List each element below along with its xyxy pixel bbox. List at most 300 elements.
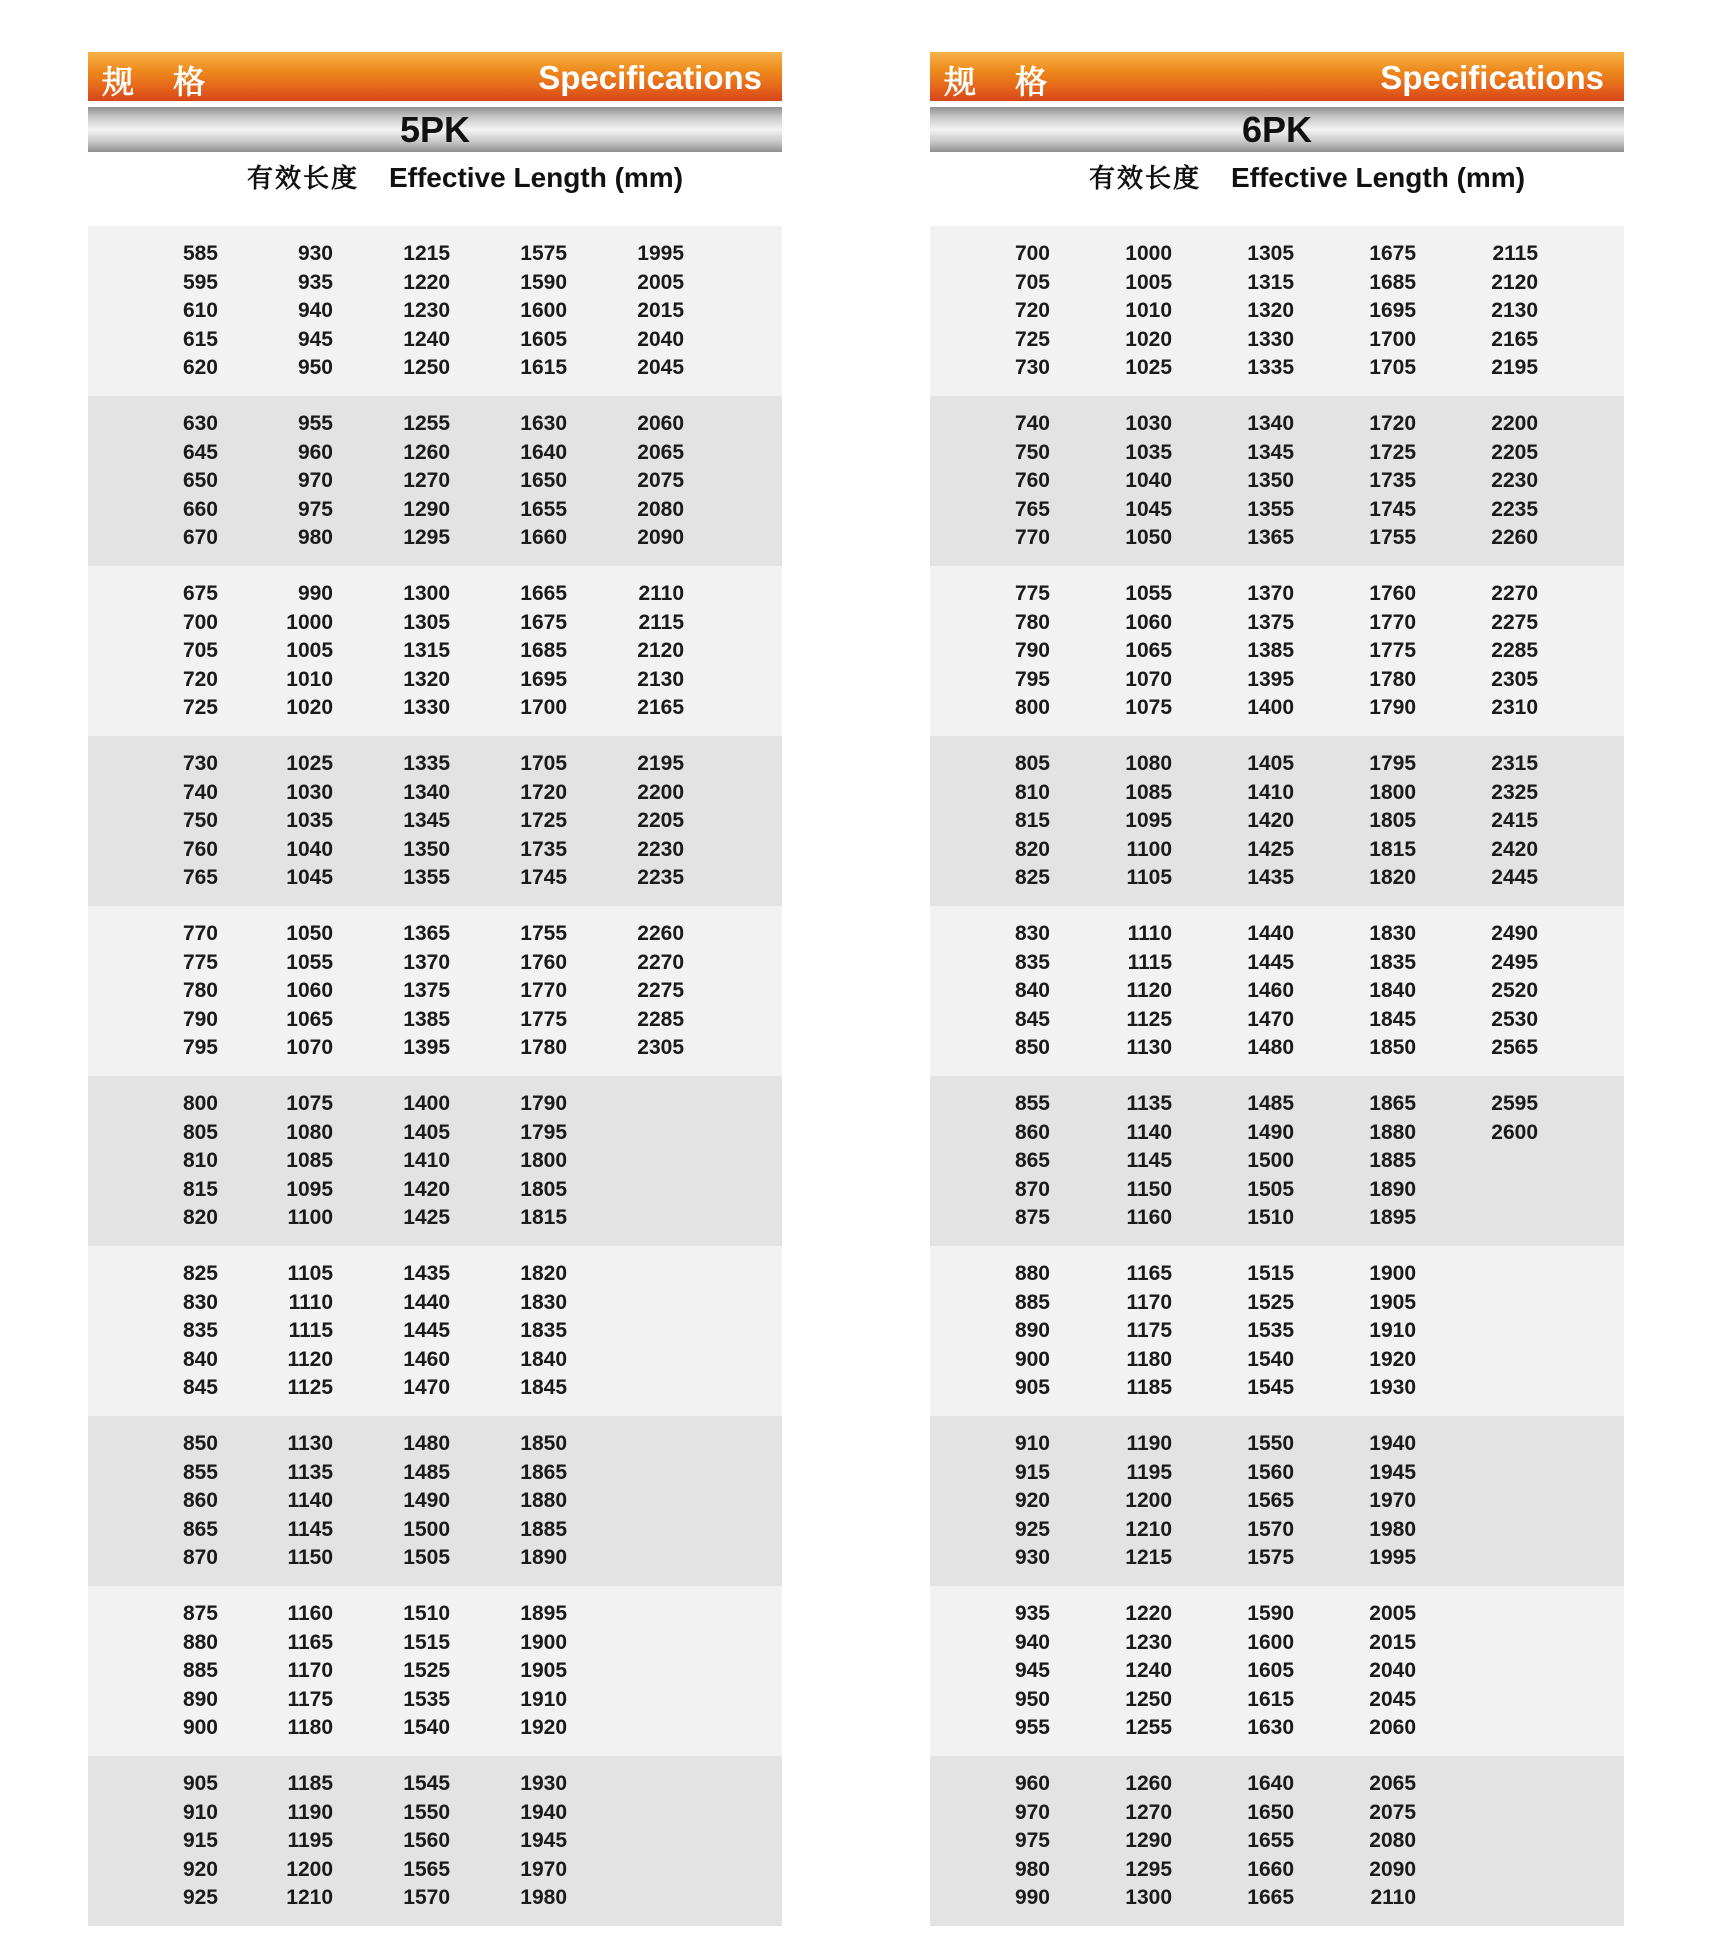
length-column [218, 580, 333, 736]
length-value: 1565 [1247, 1489, 1294, 1512]
length-value: 1805 [520, 1177, 567, 1201]
length-column [1172, 750, 1294, 906]
length-value: 815 [182, 1177, 218, 1201]
length-value: 1770 [520, 979, 567, 1002]
length-column [567, 1090, 684, 1246]
length-value: 2045 [637, 356, 684, 379]
length-value: 900 [182, 1716, 218, 1739]
length-value: 1560 [1247, 1460, 1294, 1484]
length-column [1416, 240, 1538, 396]
length-value: 2165 [637, 696, 684, 719]
length-column [1416, 920, 1538, 1076]
length-value: 1920 [1369, 1347, 1416, 1371]
length-value: 790 [182, 1007, 218, 1031]
length-value: 2420 [1491, 837, 1538, 861]
length-value: 885 [182, 1659, 218, 1682]
length-value: 1045 [286, 866, 333, 889]
length-value: 2040 [1369, 1659, 1416, 1682]
effective-length-label-cn: 有效长度 [246, 164, 359, 194]
length-value: 1780 [520, 1036, 567, 1059]
length-column [1050, 410, 1172, 566]
length-column [218, 1090, 333, 1246]
length-value: 1605 [1247, 1659, 1294, 1682]
length-value: 2040 [637, 327, 684, 351]
spec-title-en: Specifications [1380, 59, 1604, 96]
length-value: 2315 [1491, 752, 1538, 775]
length-value: 1420 [403, 1177, 450, 1201]
length-value: 1315 [403, 639, 450, 662]
length-value: 2205 [1491, 440, 1538, 464]
length-column [970, 1600, 1050, 1756]
length-value: 1385 [403, 1007, 450, 1031]
length-value: 1180 [1126, 1347, 1172, 1371]
length-value: 950 [297, 356, 333, 379]
length-value: 1735 [520, 837, 567, 861]
length-value: 1665 [1247, 1886, 1294, 1909]
length-value: 2490 [1491, 922, 1538, 945]
length-value: 1850 [520, 1432, 567, 1455]
length-value: 1865 [1369, 1092, 1416, 1115]
length-value: 1170 [287, 1659, 333, 1682]
length-value: 1315 [1247, 270, 1294, 294]
length-value: 1075 [286, 1092, 333, 1115]
length-value: 1515 [403, 1630, 450, 1654]
length-value: 1880 [520, 1489, 567, 1512]
length-value: 620 [182, 356, 218, 379]
length-value: 905 [182, 1772, 218, 1795]
length-column [1050, 920, 1172, 1076]
length-value: 650 [182, 469, 218, 492]
length-value: 1460 [403, 1347, 450, 1371]
length-value: 830 [1014, 922, 1050, 945]
length-value: 1605 [520, 327, 567, 351]
effective-length-label-cn: 有效长度 [1088, 164, 1201, 194]
length-column [567, 580, 684, 736]
length-value: 885 [1014, 1290, 1050, 1314]
length-value: 855 [1014, 1092, 1050, 1115]
length-value: 1920 [520, 1716, 567, 1739]
length-value: 970 [1014, 1800, 1050, 1824]
length-column [970, 1770, 1050, 1926]
length-value: 1065 [286, 1007, 333, 1031]
length-value: 860 [1014, 1120, 1050, 1144]
length-value: 1900 [520, 1630, 567, 1654]
length-value: 1485 [403, 1460, 450, 1484]
length-column [333, 1600, 450, 1756]
length-value: 870 [182, 1546, 218, 1569]
length-value: 1400 [403, 1092, 450, 1115]
length-column [970, 240, 1050, 396]
length-column [333, 920, 450, 1076]
length-value: 775 [1014, 582, 1050, 605]
length-value: 765 [182, 866, 218, 889]
length-value: 1865 [520, 1460, 567, 1484]
length-value: 1840 [520, 1347, 567, 1371]
length-value: 1260 [403, 440, 450, 464]
length-value: 1185 [287, 1772, 333, 1795]
length-column [1294, 240, 1416, 396]
length-value: 1350 [1247, 469, 1294, 492]
length-value: 915 [1014, 1460, 1050, 1484]
length-value: 2230 [637, 837, 684, 861]
length-column [333, 1090, 450, 1246]
length-value: 910 [1014, 1432, 1050, 1455]
length-value: 2270 [637, 950, 684, 974]
length-column [138, 1260, 218, 1416]
length-column [1294, 1260, 1416, 1416]
length-value: 660 [182, 497, 218, 521]
length-value: 2080 [637, 497, 684, 521]
length-block [88, 1246, 782, 1416]
length-table [930, 226, 1624, 1926]
length-value: 810 [182, 1149, 218, 1172]
length-value: 1085 [1125, 780, 1172, 804]
length-value: 1545 [403, 1772, 450, 1795]
length-value: 1895 [1369, 1206, 1416, 1229]
length-value: 1795 [520, 1120, 567, 1144]
length-value: 870 [1014, 1177, 1050, 1201]
length-value: 1435 [403, 1262, 450, 1285]
length-value: 1100 [287, 1206, 333, 1229]
length-value: 1815 [520, 1206, 567, 1229]
length-column [970, 410, 1050, 566]
length-column [1416, 580, 1538, 736]
length-value: 1270 [403, 469, 450, 492]
length-value: 1650 [520, 469, 567, 492]
length-column [567, 1600, 684, 1756]
length-column [1050, 750, 1172, 906]
length-value: 1085 [286, 1149, 333, 1172]
length-value: 835 [182, 1319, 218, 1342]
length-value: 2260 [637, 922, 684, 945]
length-value: 800 [1014, 696, 1050, 719]
length-value: 1560 [403, 1829, 450, 1852]
length-value: 2275 [637, 979, 684, 1002]
length-block [930, 906, 1624, 1076]
length-value: 1230 [403, 299, 450, 322]
length-value: 910 [182, 1800, 218, 1824]
length-column [218, 920, 333, 1076]
length-column [450, 240, 567, 396]
length-value: 1885 [520, 1517, 567, 1541]
length-value: 1440 [1247, 922, 1294, 945]
length-value: 1320 [1247, 299, 1294, 322]
length-value: 1490 [1247, 1120, 1294, 1144]
length-value: 1030 [1125, 412, 1172, 435]
length-value: 1835 [520, 1319, 567, 1342]
length-value: 1035 [286, 809, 333, 832]
spec-panel-5pk [88, 52, 782, 1926]
length-value: 2230 [1491, 469, 1538, 492]
length-value: 875 [1014, 1206, 1050, 1229]
length-value: 2165 [1491, 327, 1538, 351]
length-value: 1340 [403, 780, 450, 804]
length-value: 1980 [1369, 1517, 1416, 1541]
length-value: 1110 [288, 1290, 333, 1314]
length-value: 820 [1014, 837, 1050, 861]
length-column [1172, 1260, 1294, 1416]
length-value: 1295 [1125, 1857, 1172, 1881]
length-value: 2445 [1491, 866, 1538, 889]
length-value: 705 [182, 639, 218, 662]
length-value: 1000 [286, 610, 333, 634]
length-value: 2005 [1369, 1602, 1416, 1625]
length-value: 1800 [520, 1149, 567, 1172]
length-value: 1025 [286, 752, 333, 775]
length-value: 1250 [403, 356, 450, 379]
length-value: 730 [1014, 356, 1050, 379]
length-value: 2195 [637, 752, 684, 775]
length-value: 1130 [287, 1432, 333, 1455]
length-value: 1995 [637, 242, 684, 265]
length-value: 1550 [1247, 1432, 1294, 1455]
length-value: 1440 [403, 1290, 450, 1314]
length-value: 1575 [1247, 1546, 1294, 1569]
length-value: 845 [182, 1376, 218, 1399]
length-value: 1195 [287, 1829, 333, 1852]
length-value: 1660 [1247, 1857, 1294, 1881]
length-value: 1040 [1125, 469, 1172, 492]
length-value: 1110 [1127, 922, 1172, 945]
length-column [1050, 1260, 1172, 1416]
length-value: 1295 [403, 526, 450, 549]
length-value: 2080 [1369, 1829, 1416, 1852]
length-column [218, 410, 333, 566]
length-value: 1630 [1247, 1716, 1294, 1739]
length-column [333, 580, 450, 736]
length-value: 1725 [1369, 440, 1416, 464]
length-value: 945 [297, 327, 333, 351]
length-column [138, 1430, 218, 1586]
length-value: 795 [1014, 667, 1050, 691]
length-value: 940 [297, 299, 333, 322]
length-column [1050, 1090, 1172, 1246]
length-value: 2310 [1491, 696, 1538, 719]
length-column [450, 580, 567, 736]
length-value: 1445 [1247, 950, 1294, 974]
length-column [567, 1430, 684, 1586]
length-value: 1240 [1125, 1659, 1172, 1682]
length-value: 2285 [1491, 639, 1538, 662]
length-column [1294, 750, 1416, 906]
length-value: 720 [182, 667, 218, 691]
length-value: 1995 [1369, 1546, 1416, 1569]
length-value: 1570 [1247, 1517, 1294, 1541]
length-value: 1760 [520, 950, 567, 974]
length-value: 800 [182, 1092, 218, 1115]
length-column [450, 750, 567, 906]
length-value: 1685 [520, 639, 567, 662]
length-value: 1125 [287, 1376, 333, 1399]
spec-title-en: Specifications [538, 59, 762, 96]
length-value: 1410 [403, 1149, 450, 1172]
length-value: 1525 [1247, 1290, 1294, 1314]
length-value: 1575 [520, 242, 567, 265]
length-value: 1535 [403, 1687, 450, 1711]
length-value: 915 [182, 1829, 218, 1852]
length-value: 1795 [1369, 752, 1416, 775]
length-column [450, 1600, 567, 1756]
length-value: 1075 [1125, 696, 1172, 719]
length-column [138, 1770, 218, 1926]
length-value: 2090 [1369, 1857, 1416, 1881]
length-column [450, 1090, 567, 1246]
length-value: 1970 [520, 1857, 567, 1881]
length-value: 1755 [1369, 526, 1416, 549]
length-block [88, 736, 782, 906]
length-column [1294, 1770, 1416, 1926]
length-value: 1005 [1125, 270, 1172, 294]
length-column [970, 1430, 1050, 1586]
length-value: 1685 [1369, 270, 1416, 294]
length-value: 815 [1014, 809, 1050, 832]
length-value: 1125 [1126, 1007, 1172, 1031]
length-value: 610 [182, 299, 218, 322]
length-value: 1910 [520, 1687, 567, 1711]
length-column [1172, 1770, 1294, 1926]
length-value: 760 [1014, 469, 1050, 492]
length-value: 1500 [1247, 1149, 1294, 1172]
length-value: 1160 [1126, 1206, 1172, 1229]
length-value: 805 [182, 1120, 218, 1144]
length-value: 1130 [1126, 1036, 1172, 1059]
length-column [450, 1260, 567, 1416]
length-block [88, 1076, 782, 1246]
length-value: 1250 [1125, 1687, 1172, 1711]
length-value: 1590 [1247, 1602, 1294, 1625]
length-value: 780 [182, 979, 218, 1002]
length-value: 1665 [520, 582, 567, 605]
length-value: 865 [182, 1517, 218, 1541]
length-value: 1165 [1126, 1262, 1172, 1285]
length-value: 1460 [1247, 979, 1294, 1002]
length-value: 920 [182, 1857, 218, 1881]
length-block [930, 1416, 1624, 1586]
length-value: 1775 [1369, 639, 1416, 662]
length-value: 980 [297, 526, 333, 549]
length-value: 1165 [287, 1630, 333, 1654]
length-value: 1505 [1247, 1177, 1294, 1201]
length-value: 1120 [1126, 979, 1172, 1002]
length-block [88, 1756, 782, 1926]
length-value: 805 [1014, 752, 1050, 775]
length-value: 2060 [1369, 1716, 1416, 1739]
length-value: 1510 [1247, 1206, 1294, 1229]
length-value: 935 [1014, 1602, 1050, 1625]
length-value: 1020 [1125, 327, 1172, 351]
length-value: 2115 [1492, 242, 1538, 265]
length-column [1172, 920, 1294, 1076]
length-value: 780 [1014, 610, 1050, 634]
length-value: 585 [182, 242, 218, 265]
length-value: 1890 [1369, 1177, 1416, 1201]
length-value: 1045 [1125, 497, 1172, 521]
length-value: 1300 [1125, 1886, 1172, 1909]
length-value: 2235 [1491, 497, 1538, 521]
length-value: 730 [182, 752, 218, 775]
length-value: 2270 [1491, 582, 1538, 605]
length-value: 1025 [1125, 356, 1172, 379]
length-value: 1105 [1126, 866, 1172, 889]
length-value: 1200 [286, 1857, 333, 1881]
length-value: 1050 [1125, 526, 1172, 549]
length-value: 1395 [403, 1036, 450, 1059]
length-column [1416, 1770, 1538, 1926]
length-value: 1375 [403, 979, 450, 1002]
length-column [567, 920, 684, 1076]
length-value: 1945 [1369, 1460, 1416, 1484]
length-column [1172, 1600, 1294, 1756]
length-value: 1080 [286, 1120, 333, 1144]
length-column [138, 1090, 218, 1246]
length-value: 1980 [520, 1886, 567, 1909]
length-value: 1150 [287, 1546, 333, 1569]
length-column [1416, 1600, 1538, 1756]
length-column [450, 920, 567, 1076]
length-value: 1375 [1247, 610, 1294, 634]
length-value: 1050 [286, 922, 333, 945]
length-value: 1070 [1125, 667, 1172, 691]
length-value: 1095 [1125, 809, 1172, 832]
length-value: 1005 [286, 639, 333, 662]
effective-length-heading [88, 152, 782, 208]
length-value: 1525 [403, 1659, 450, 1682]
length-value: 1070 [286, 1036, 333, 1059]
length-value: 820 [182, 1206, 218, 1229]
length-value: 1700 [1369, 327, 1416, 351]
length-value: 1660 [520, 526, 567, 549]
length-value: 865 [1014, 1149, 1050, 1172]
length-value: 1745 [520, 866, 567, 889]
length-table [88, 226, 782, 1926]
length-value: 1335 [403, 752, 450, 775]
length-value: 1775 [520, 1007, 567, 1031]
length-value: 2195 [1491, 356, 1538, 379]
length-value: 1445 [403, 1319, 450, 1342]
length-value: 825 [1014, 866, 1050, 889]
length-value: 645 [182, 440, 218, 464]
length-value: 1880 [1369, 1120, 1416, 1144]
length-value: 1905 [520, 1659, 567, 1682]
length-value: 1210 [1125, 1517, 1172, 1541]
length-value: 765 [1014, 497, 1050, 521]
length-value: 1970 [1369, 1489, 1416, 1512]
length-value: 1055 [286, 950, 333, 974]
length-value: 1185 [1126, 1376, 1172, 1399]
length-value: 790 [1014, 639, 1050, 662]
length-column [567, 240, 684, 396]
length-value: 1020 [286, 696, 333, 719]
length-value: 2130 [637, 667, 684, 691]
length-block [88, 396, 782, 566]
length-value: 2075 [1369, 1800, 1416, 1824]
length-value: 1655 [520, 497, 567, 521]
length-value: 1675 [1369, 242, 1416, 265]
effective-length-label-en: Effective Length (mm) [388, 162, 684, 193]
length-column [333, 750, 450, 906]
length-value: 1210 [286, 1886, 333, 1909]
length-value: 955 [1014, 1716, 1050, 1739]
length-value: 980 [1014, 1857, 1050, 1881]
length-value: 1940 [520, 1800, 567, 1824]
length-column [333, 1260, 450, 1416]
length-value: 2305 [637, 1036, 684, 1059]
length-value: 1805 [1369, 809, 1416, 832]
length-value: 1290 [1125, 1829, 1172, 1852]
length-value: 1470 [403, 1376, 450, 1399]
length-value: 1290 [403, 497, 450, 521]
length-value: 1345 [403, 809, 450, 832]
